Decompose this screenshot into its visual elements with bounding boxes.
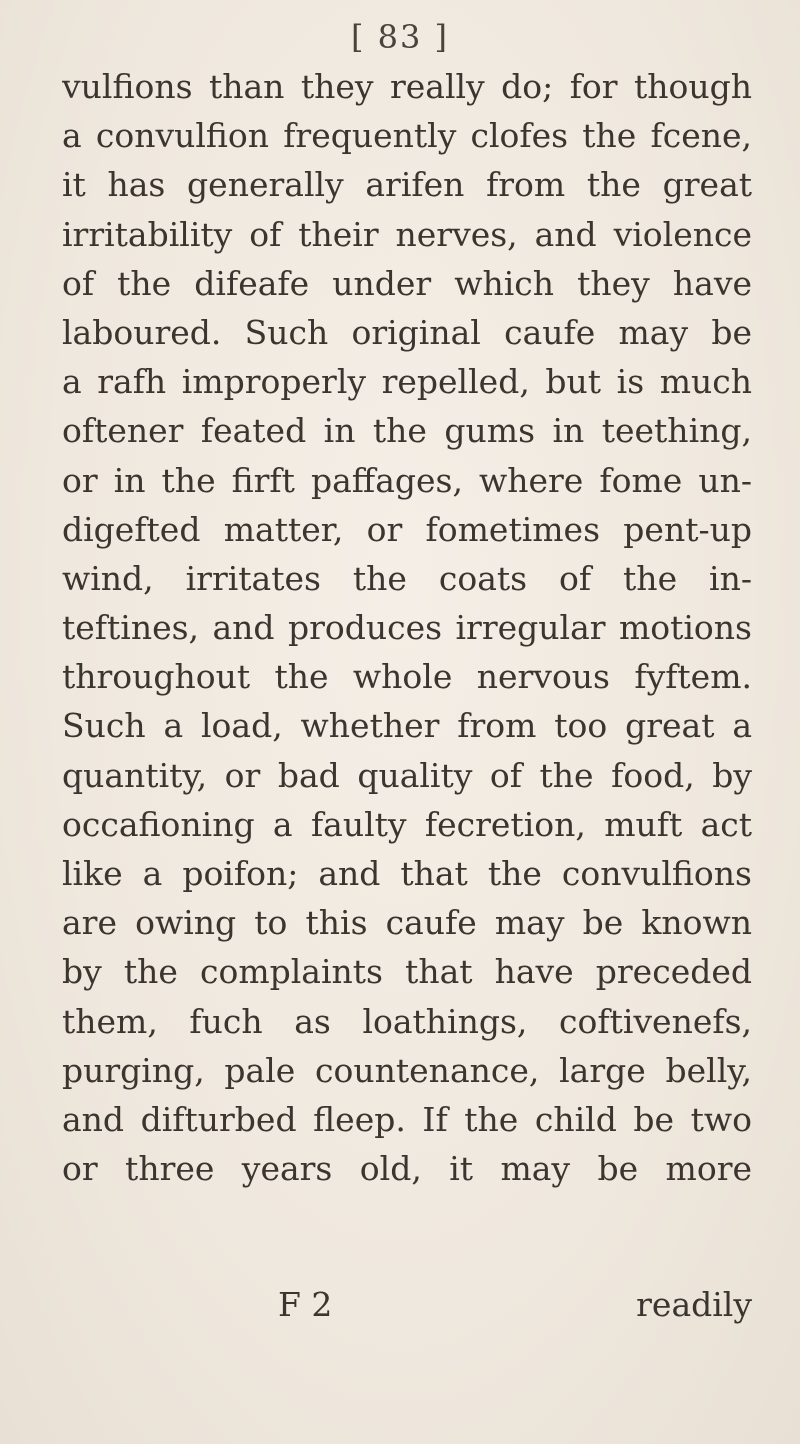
text-line: a convulfion frequently clofes the fcene, <box>62 116 752 156</box>
text-line: digefted matter, or fometimes pent-up <box>62 509 752 549</box>
text-line: throughout the whole nervous fyftem. <box>62 657 752 697</box>
catchword: readily <box>636 1285 752 1324</box>
text-line: a rafh improperly repelled, but is much <box>62 362 752 402</box>
text-line: Such a load, whether from too great a <box>62 706 752 746</box>
text-line: teftines, and produces irregular motions <box>62 608 752 648</box>
signature-mark: F 2 <box>278 1285 333 1324</box>
text-line: are owing to this caufe may be known <box>62 903 752 943</box>
body-text <box>62 62 752 1193</box>
text-line: like a poifon; and that the convulfions <box>62 854 752 893</box>
text-line: occafioning a faulty fecretion, muft act <box>62 804 752 844</box>
text-line: wind, irritates the coats of the in- <box>62 558 752 598</box>
text-line: them, fuch as loathings, coftivenefs, <box>62 1001 752 1041</box>
text-line: and difturbed fleep. If the child be two <box>62 1099 752 1139</box>
text-line: quantity, or bad quality of the food, by <box>62 755 752 795</box>
page-number: [ 83 ] <box>350 18 450 56</box>
text-line: purging, pale countenance, large belly, <box>62 1050 752 1090</box>
text-line: by the complaints that have preceded <box>62 952 752 992</box>
page-footer <box>62 1280 752 1330</box>
text-line: or in the firft paffages, where fome un- <box>62 460 752 500</box>
text-line: it has generally arifen from the great <box>62 165 752 205</box>
text-line: of the difeafe under which they have <box>62 263 752 303</box>
text-line: irritability of their nerves, and violence <box>62 214 752 254</box>
text-line: vulfions than they really do; for though <box>62 67 752 106</box>
text-line: oftener feated in the gums in teething, <box>62 411 752 451</box>
text-line: laboured. Such original caufe may be <box>62 312 752 352</box>
text-line: or three years old, it may be more <box>62 1149 752 1189</box>
